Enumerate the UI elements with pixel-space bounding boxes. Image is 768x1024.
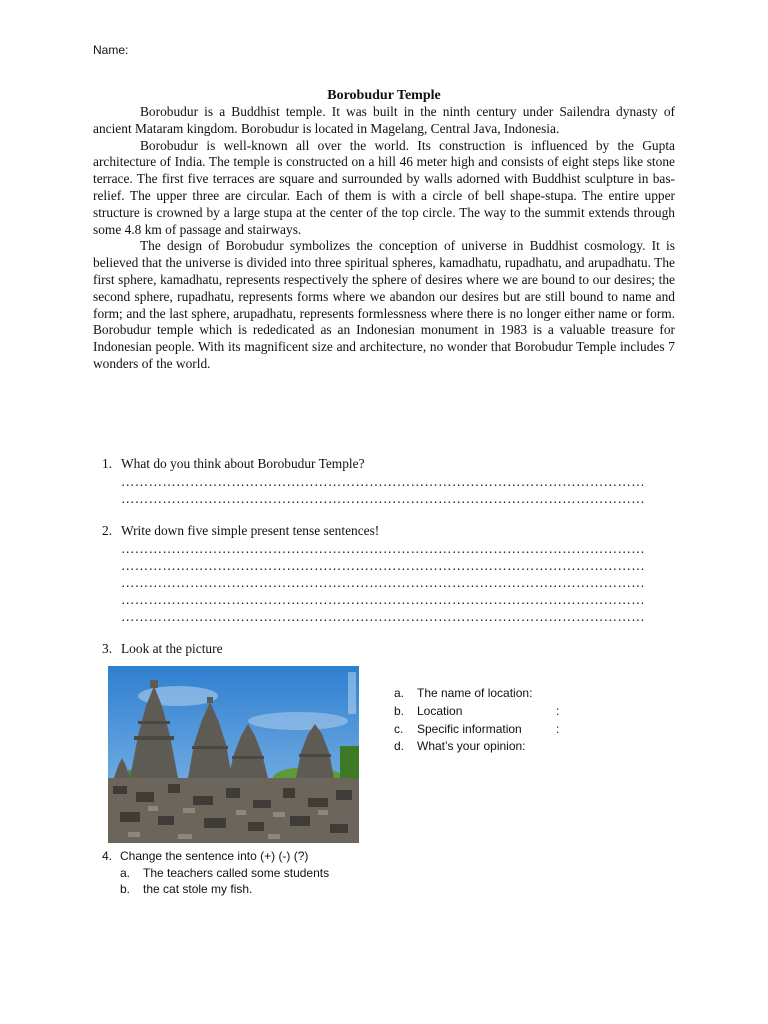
- picture-questions-list: [394, 685, 559, 756]
- question-text: What do you think about Borobudur Temple?: [121, 456, 365, 471]
- answer-line[interactable]: ……………………………………………………………………………………………………: [121, 540, 646, 556]
- paragraph-2: Borobudur is well-known all over the world. Its construction is influenced by the Gupta architecture of India. The temple is constructed on a hill 46 meter high and consists of eight steps like stone terrace. The first five terraces are square and surrounded by walls adorned with Buddhist sculpture in bas-relief. The upper three are circular. Each of them is with a circle of bell shape-stupa. The entire upper structure is crowned by a large stupa at the center of the top circle. The way to the summit extends through some 4.8 km of passage and stairways.: [93, 137, 675, 237]
- answer-line[interactable]: ……………………………………………………………………………………………………: [121, 591, 646, 607]
- paragraph-1: Borobudur is a Buddhist temple. It was built in the ninth century under Sailendra dynasty of ancient Mataram kingdom. Borobudur is located in Magelang, Central Java, Indonesia.: [93, 104, 675, 136]
- list-item: a. The name of location:: [394, 686, 533, 700]
- question-number: 2.: [102, 523, 113, 538]
- question-2: [102, 523, 667, 625]
- question-text: Change the sentence into (+) (-) (?): [120, 849, 309, 863]
- list-item: b. Location :: [394, 703, 560, 718]
- answer-line[interactable]: ……………………………………………………………………………………………………: [121, 608, 646, 624]
- paragraph-3: The design of Borobudur symbolizes the conception of universe in Buddhist cosmology. It is believed that the universe is divided into three spiritual spheres, kamadhatu, rupadhatu, and arupadhatu. The first sphere, kamadhatu, represents respectively the sphere of desires where we are bound to our desires; the second sphere, rupadhatu, represents forms where we abandon our desires but are still bound to name and form; and the last sphere, arupadhatu, represents formlessness where there is no longer either name or form. Borobudur temple which is rededicated as an Indonesian monument in 1983 is a valuable treasure for Indonesian people. With its magnificent size and architecture, no wonder that Borobudur Temple includes 7 wonders of the world.: [93, 238, 675, 371]
- question-number: 3.: [102, 641, 113, 656]
- photo-credit-watermark: [348, 672, 356, 714]
- question-text: Write down five simple present tense sentences!: [121, 523, 380, 538]
- answer-line[interactable]: ……………………………………………………………………………………………………: [121, 557, 646, 573]
- list-item: d. What’s your opinion:: [394, 739, 526, 754]
- question-1: [102, 456, 667, 507]
- answer-line[interactable]: ……………………………………………………………………………………………………: [121, 473, 646, 489]
- answer-line[interactable]: ……………………………………………………………………………………………………: [121, 574, 646, 590]
- list-item: c. Specific information :: [394, 721, 560, 736]
- list-item: a. The teachers called some students: [120, 865, 330, 880]
- list-item: b. the cat stole my fish.: [120, 882, 253, 896]
- question-text: Look at the picture: [121, 641, 223, 656]
- question-number: 4.: [102, 849, 113, 863]
- reading-passage: [93, 104, 675, 373]
- answer-line[interactable]: ……………………………………………………………………………………………………: [121, 490, 646, 506]
- document-title: Borobudur Temple: [327, 88, 441, 103]
- question-number: 1.: [102, 456, 113, 471]
- prambanan-temple-illustration: [108, 666, 359, 843]
- question-3: [102, 641, 667, 658]
- question-4: [102, 848, 329, 898]
- temple-photo: [108, 666, 359, 843]
- name-label: Name:: [93, 43, 129, 57]
